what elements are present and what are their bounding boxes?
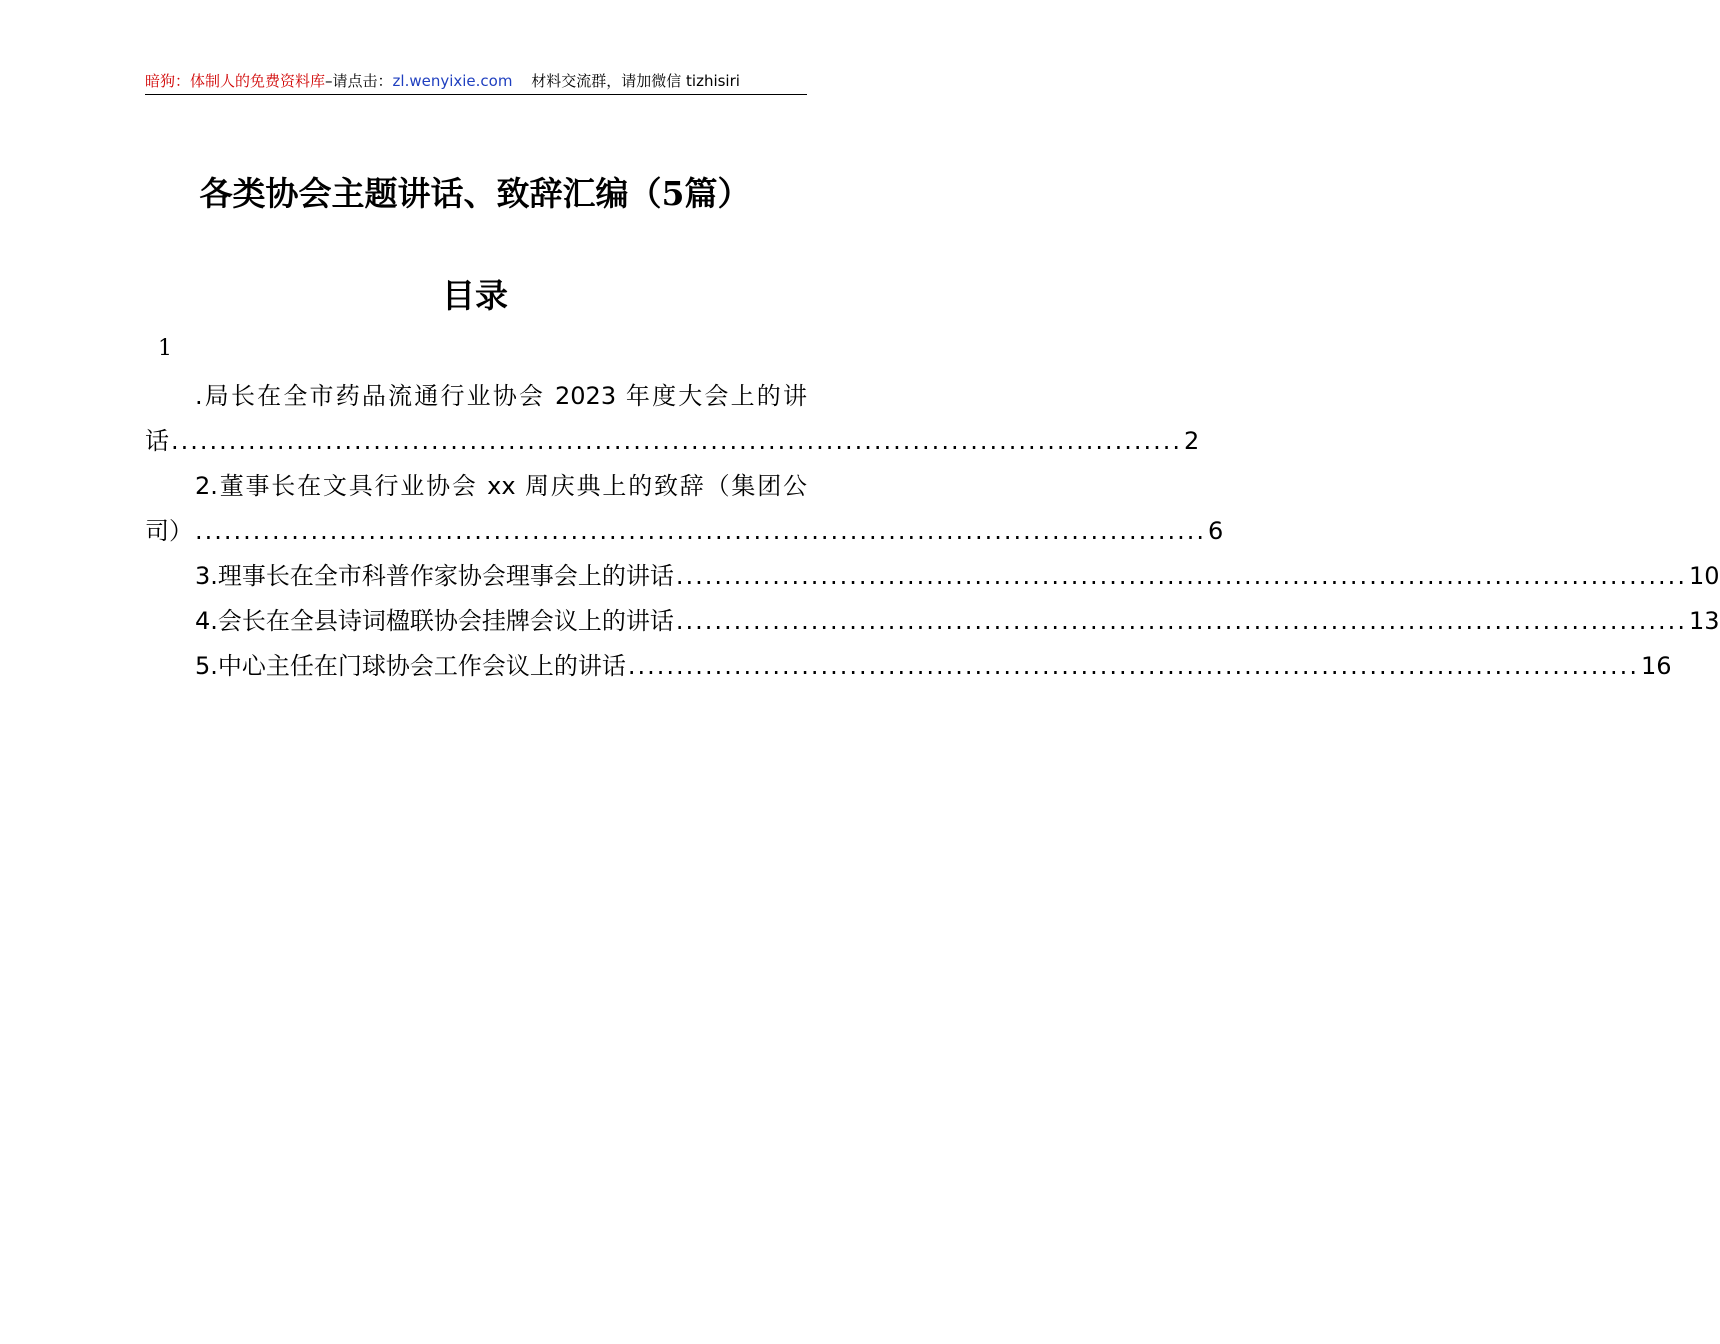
header-link[interactable]: zl.wenyixie.com: [392, 72, 513, 90]
toc-entry-1-page: 2: [1184, 427, 1200, 455]
table-of-contents: [145, 374, 1720, 689]
toc-leader: .........................................................................................................: [171, 427, 1183, 455]
toc-leader: .........................................................................................................: [675, 607, 1687, 635]
toc-entry-2-line2: 司）: [145, 517, 193, 545]
toc-entry-3[interactable]: [145, 554, 1720, 599]
toc-entry-5-page: 16: [1640, 652, 1672, 680]
toc-entry-2-page: 6: [1208, 517, 1224, 545]
page-header: [145, 70, 807, 95]
header-contact-text: 材料交流群，请加微信 tizhisiri: [531, 72, 740, 90]
toc-leader: .........................................................................................................: [627, 652, 1639, 680]
header-click-text: –请点击：: [325, 72, 393, 90]
header-brand-text: 暗狗：体制人的免费资料库: [145, 72, 326, 90]
document-title: 各类协会主题讲话、致辞汇编（5篇）: [199, 174, 751, 213]
toc-entry-4-text: 4.会长在全县诗词楹联协会挂牌会议上的讲话: [195, 607, 674, 635]
toc-entry-5-text: 5.中心主任在门球协会工作会议上的讲话: [195, 652, 626, 680]
toc-number: 1: [158, 336, 172, 361]
toc-entry-1[interactable]: [145, 374, 1200, 464]
toc-entry-4-page: 13: [1688, 607, 1720, 635]
toc-entry-2-line1: 2.董事长在文具行业协会 xx 周庆典上的致辞（集团公: [195, 472, 807, 500]
toc-entry-3-page: 10: [1688, 562, 1720, 590]
toc-leader: .........................................................................................................: [195, 517, 1207, 545]
toc-heading: 目录: [442, 276, 508, 315]
toc-entry-5[interactable]: [145, 644, 1672, 689]
toc-entry-3-text: 3.理事长在全市科普作家协会理事会上的讲话: [195, 562, 674, 590]
toc-entry-4[interactable]: [145, 599, 1720, 644]
toc-entry-2[interactable]: [145, 464, 1224, 554]
toc-entry-1-line2: 话: [145, 427, 169, 455]
toc-leader: .........................................................................................................: [675, 562, 1687, 590]
toc-entry-1-line1: .局长在全市药品流通行业协会 2023 年度大会上的讲: [195, 382, 807, 410]
